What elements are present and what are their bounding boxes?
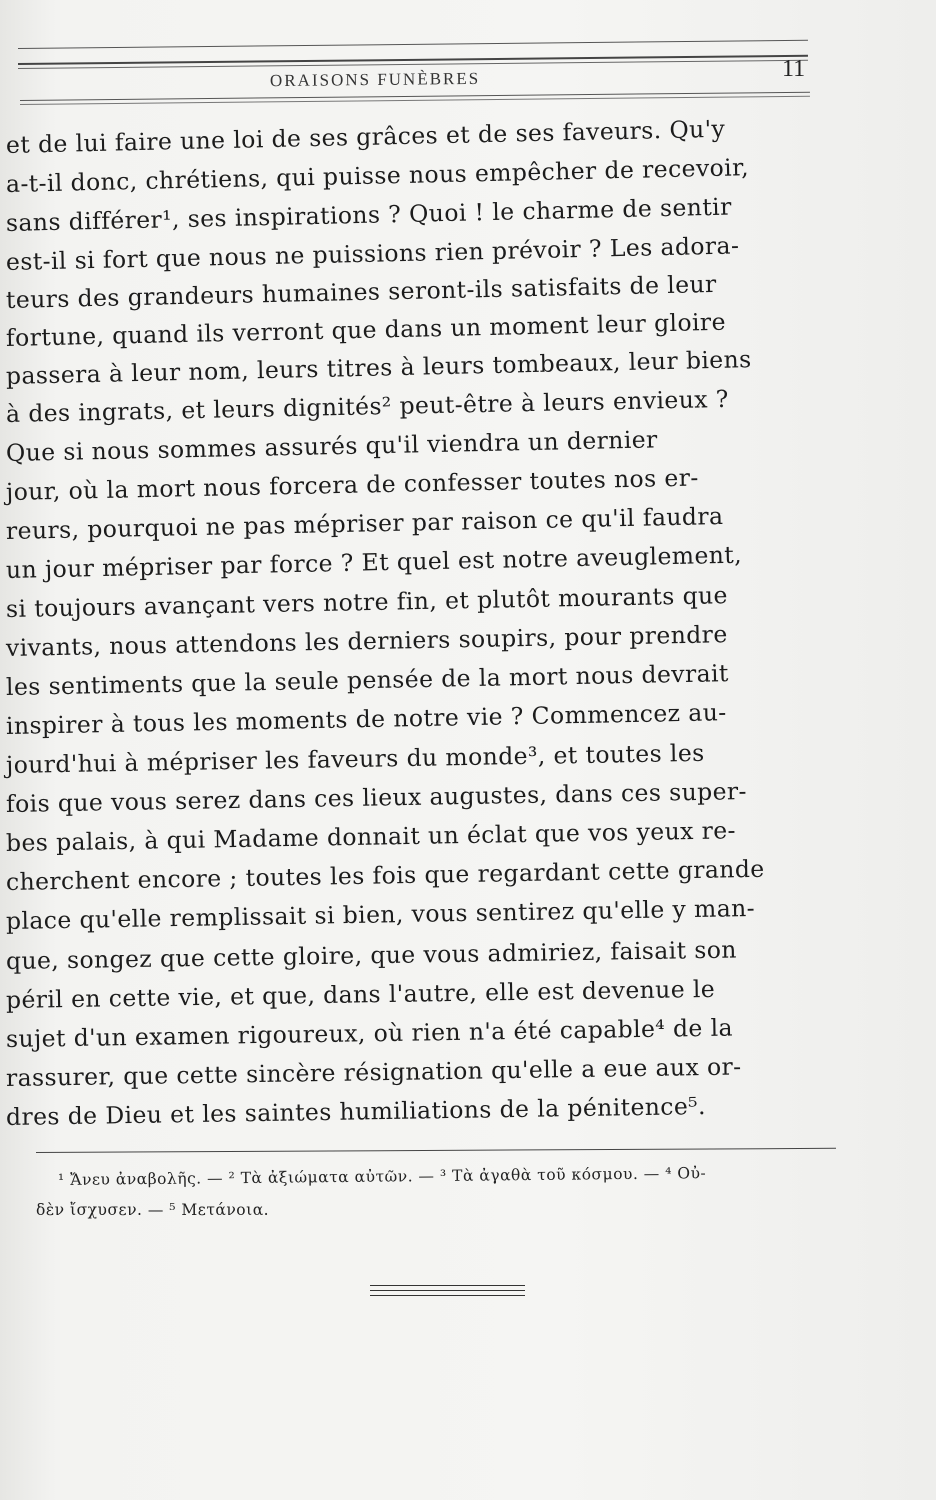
text-line: place qu'elle remplissait si bien, vous sentirez qu'elle y man- <box>5 893 756 935</box>
text-line: passera à leur nom, leurs titres à leurs tombeaux, leur biens <box>5 345 752 390</box>
end-ornament-rule <box>370 1290 525 1291</box>
text-line: fortune, quand ils verront que dans un moment leur gloire <box>5 307 727 352</box>
text-line: inspirer à tous les moments de notre vie ? Commencez au- <box>5 698 727 740</box>
text-line: reurs, pourquoi ne pas mépriser par raison ce qu'il faudra <box>5 501 724 545</box>
text-line: cherchent encore ; toutes les fois que regardant cette grande <box>5 854 765 896</box>
text-line: les sentiments que la seule pensée de la mort nous devrait <box>5 659 730 701</box>
text-line: à des ingrats, et leurs dignités² peut-être à leurs envieux ? <box>5 384 730 428</box>
text-line: si toujours avançant vers notre fin, et plutôt mourants que <box>5 581 729 623</box>
text-line: un jour mépriser par force ? Et quel est notre aveuglement, <box>5 540 743 584</box>
text-line: jour, où la mort nous forcera de confesser toutes nos er- <box>5 463 699 506</box>
running-title: ORAISONS FUNÈBRES <box>269 68 481 91</box>
text-line: rassurer, que cette sincère résignation qu'elle a eue aux or- <box>5 1052 742 1092</box>
header-rule-top <box>18 40 808 49</box>
text-line: vivants, nous attendons les derniers soupirs, pour prendre <box>5 620 728 662</box>
footnote-rule <box>36 1148 836 1153</box>
text-line: sujet d'un examen rigoureux, où rien n'a été capable⁴ de la <box>5 1013 734 1053</box>
text-line: dres de Dieu et les saintes humiliations de la pénitence⁵. <box>5 1092 707 1131</box>
footnote-line: ¹ Ἄνευ ἀναβολῆς. — ² Τὰ ἀξιώματα αὐτῶν. — ³ Τὰ ἀγαθὰ τοῦ κόσμου. — ⁴ Οὐ- <box>57 1164 707 1189</box>
text-line: sans différer¹, ses inspirations ? Quoi ! le charme de sentir <box>5 192 732 237</box>
text-line: que, songez que cette gloire, que vous admiriez, faisait son <box>5 935 738 975</box>
text-line: jourd'hui à mépriser les faveurs du monde³, et toutes les <box>5 738 705 779</box>
text-line: fois que vous serez dans ces lieux augustes, dans ces super- <box>5 777 748 818</box>
text-line: péril en cette vie, et que, dans l'autre, elle est devenue le <box>5 974 716 1014</box>
text-line: est-il si fort que nous ne puissions rien prévoir ? Les adora- <box>5 231 740 276</box>
text-line: a-t-il donc, chrétiens, qui puisse nous empêcher de recevoir, <box>5 153 750 198</box>
page-number: 11 <box>782 56 806 82</box>
footnote-line: δὲν ἴσχυσεν. — ⁵ Μετάνοια. <box>36 1201 270 1219</box>
text-line: et de lui faire une loi de ses grâces et de ses faveurs. Qu'y <box>5 114 726 159</box>
text-line: bes palais, à qui Madame donnait un éclat que vos yeux re- <box>5 816 737 857</box>
header-rule-bottom-thin <box>20 96 810 105</box>
end-ornament-rule <box>370 1295 525 1296</box>
text-line: Que si nous sommes assurés qu'il viendra un dernier <box>5 425 658 467</box>
text-line: teurs des grandeurs humaines seront-ils satisfaits de leur <box>5 269 717 314</box>
end-ornament-rule <box>370 1285 525 1286</box>
